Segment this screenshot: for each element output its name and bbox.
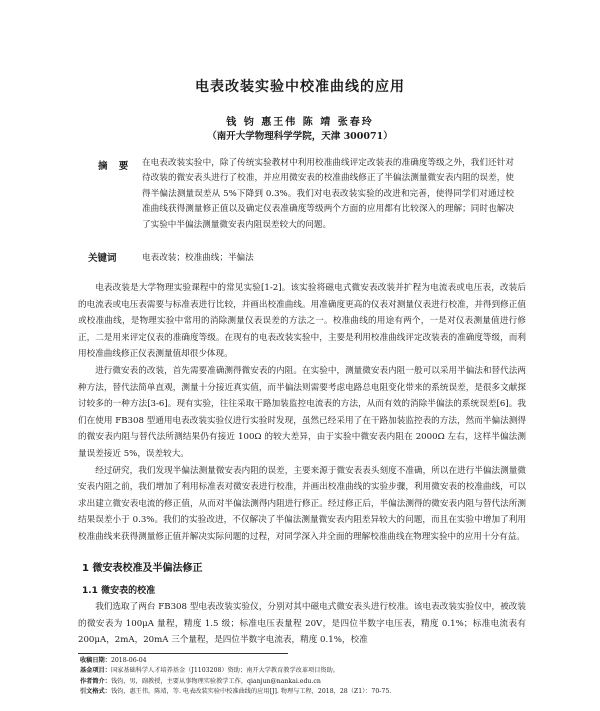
paragraph-calibration: 我们选取了两台 FB308 型电表改装实验仪，分别对其中磁电式微安表头进行校准。该电表改装实验仪中，被改装的微安表为 100μA 量程，精度 1.5 级；标准电压表量程 20V，是四位半数字电压表，精度 0.1%；标准电流表有 200μA，2mA，20mA 三个量程，是四位半数字电流表，精度 0.1%，校准 — [78, 602, 526, 646]
footnote-divider — [78, 653, 288, 654]
footnote-label: 引文格式： — [80, 688, 111, 696]
author-list: 钱 钧 惠王伟 陈 靖 张春玲 — [226, 117, 374, 128]
affiliation: （南开大学物理科学学院，天津 300071） — [207, 131, 393, 142]
footnote-text: 钱钧，惠王伟，陈靖，等. 电表改装实验中校准曲线的应用[J]. 物理与工程，2018，28（Z1）：70-75. — [110, 688, 392, 696]
paragraph-intro: 电表改装是大学物理实验课程中的常见实验[1-2]。该实验将磁电式微安表改装并扩程为电流表或电压表，改装后的电流表或电压表需要与标准表进行比较，并画出校准曲线。用准确度更高的仪表对测量仪表进行校准，并得到修正值或校准曲线，是物理实验中常用的消除测量仪表误差的方法之一。校准曲线的用途有两个，一是对仪表测量值进行修正，二是用来评定仪表的准确度等级。在现有的电表改装实验中，主要是利用校准曲线评定改装表的准确度等级，而利用校准曲线修正仪表测量值却很少体现。 — [78, 283, 526, 360]
keywords-label: 关键词 — [88, 253, 117, 264]
section-heading: 1 微安表校准及半偏法修正 — [82, 563, 203, 574]
body-text — [78, 280, 526, 546]
footnote-label: 基金项目： — [80, 667, 111, 675]
paragraph-finding: 经过研究，我们发现半偏法测量微安表内阻的误差，主要来源于微安表表头刻度不准确，所以在进行半偏法测量微安表内阻之前，我们增加了利用标准表对微安表进行校准，并画出校准曲线的实验步骤，利用微安表的校准曲线，可以求出建立微安表电流的修正值，从而对半偏法测得内阻进行修正。经过修正后，半偏法测得的微安表内阻与替代法所测结果误差小于 0.3%。我们的实验改进，不仅解决了半偏法测量微安表内阻差异较大的问题，而且在实验中增加了利用校准曲线来获得测量修正值并解决实际问题的过程，对同学深入并全面的理解校准曲线在物理实验中的应用十分有益。 — [78, 465, 526, 542]
paper-title: 电表改装实验中校准曲线的应用 — [195, 79, 405, 95]
abstract-label: 摘 要 — [98, 161, 133, 172]
footnote-label: 收稿日期： — [80, 657, 111, 664]
section-body — [78, 599, 526, 649]
footnote-text: 国家基础科学人才培养基金（J1103208）资助；南开大学教育教学改革项目资助。 — [110, 667, 339, 675]
footnote-author — [80, 677, 530, 687]
footnote-citation — [80, 687, 530, 697]
footnote-label: 作者简介： — [80, 677, 111, 685]
keywords-text: 电表改装；校准曲线；半偏法 — [142, 253, 254, 263]
footnote-text: 2018-06-04 — [110, 657, 147, 664]
footnotes — [80, 656, 530, 698]
subsection-heading: 1.1 微安表的校准 — [82, 586, 156, 596]
footnote-funding — [80, 666, 530, 676]
footnote-received — [80, 656, 530, 666]
abstract-text: 在电表改装实验中，除了传统实验教材中利用校准曲线评定改装表的准确度等级之外，我们还针对待改装的微安表头进行了校准，并应用微安表的校准曲线修正了半偏法测量微安表内阻的误差，使得半偏法测量误差从 5%下降到 0.3%。我们对电表改装实验的改进和完善，使得同学们对通过校准曲线获得测量修正值以及确定仪表准确度等级两个方面的应用都有比较深入的理解；同时也解决了实验中半偏法测量微安表内阻误差较大的问题。 — [142, 158, 514, 230]
footnote-text: 钱钧，男，副教授，主要从事物理实验教学工作，qianjun@nankai.edu.cn — [110, 677, 321, 685]
paragraph-method: 进行微安表的改装，首先需要准确测得微安表的内阻。在实验中，测量微安表内阻一般可以采用半偏法和替代法两种方法，替代法简单直观，测量十分接近真实值，而半偏法则需要考虑电路总电阻变化带来的系统误差，是很多文献探讨较多的一种方法[3-6]。现有实验，往往采取干路加装监控电流表的方法，从而有效的消除半偏法的系统误差[6]。我们在使用 FB308 型通用电表改装实验仪进行实验时发现，虽然已经采用了在干路加装监控表的方法，然而半偏法测得的微安表内阻与替代法所测结果仍有接近 100Ω 的较大差异，由于实验中微安表内阻在 2000Ω 左右，这样半偏法测量误差接近 5%，误差较大。 — [78, 365, 526, 459]
